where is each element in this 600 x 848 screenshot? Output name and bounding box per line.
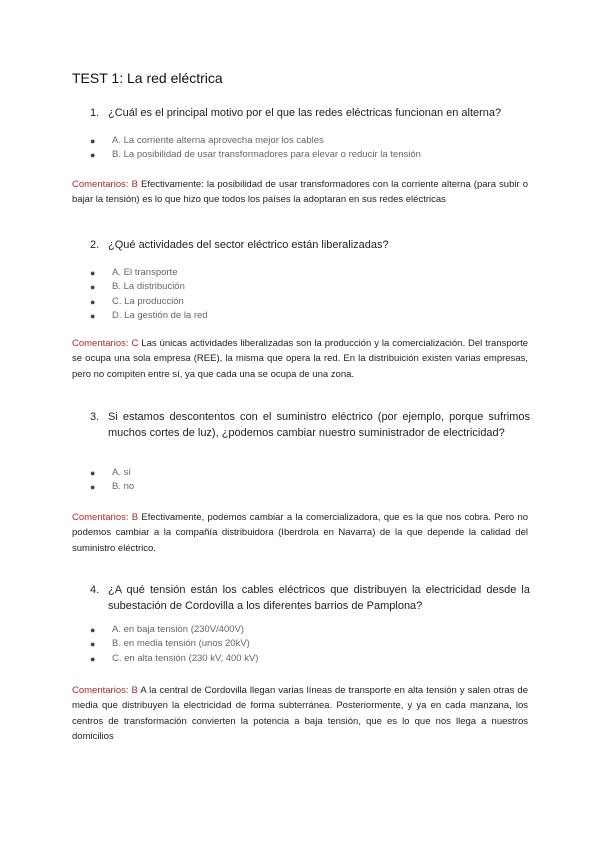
bullet-icon: ● [90, 136, 96, 146]
option-item [90, 652, 530, 666]
question-number: 3. [90, 411, 100, 423]
option-text: B. en media tensión (unos 20kV) [112, 638, 250, 650]
option-item [90, 466, 530, 480]
comment-text: Las únicas actividades liberalizadas son la producción y la comercialización. Del transporte se ocupa una sola empresa (REE), la misma que opera la red. En la distribuición existen varias empresas, pero no compiten entre sí, ya que cada una se ocupa de una zona. [72, 338, 529, 380]
option-text: A. La corriente alterna aprovecha mejor los cables [112, 135, 324, 146]
question-3 [90, 409, 530, 441]
comment-label: Comentarios: B [72, 512, 139, 523]
comment-text: Efectivamente: la posibilidad de usar transformadores con la corriente alterna (para subir o bajar la tensión) es lo que hizo que todos los países la adoptaran en sus redes eléctricas [72, 179, 529, 206]
option-item [90, 623, 530, 637]
question-2-options [90, 266, 530, 323]
question-text: Si estamos descontentos con el suministro eléctrico (por ejemplo, porque sufrimos muchos cortes de luz), ¿podemos cambiar nuestro suministrador de electricidad? [108, 411, 530, 439]
option-item [90, 280, 530, 294]
option-item [90, 148, 530, 162]
bullet-icon: ● [90, 150, 96, 161]
question-number: 1. [90, 107, 100, 119]
question-4 [90, 582, 530, 614]
option-item [90, 134, 530, 148]
question-1 [90, 105, 530, 121]
bullet-icon: ● [90, 482, 96, 493]
bullet-icon: ● [90, 296, 96, 307]
comment-2 [72, 336, 528, 382]
option-text: B. no [112, 481, 135, 493]
bullet-icon: ● [90, 282, 96, 293]
comment-label: Comentarios: C [72, 338, 139, 349]
comment-1 [72, 177, 528, 208]
question-number: 4. [90, 584, 100, 596]
option-item [90, 295, 530, 309]
option-item [90, 309, 530, 323]
bullet-icon: ● [90, 310, 96, 321]
option-item [90, 480, 530, 494]
option-text: A. en baja tensión (230V/400V) [112, 624, 245, 635]
question-text: ¿Cuál es el principal motivo por el que las redes eléctricas funcionan en alterna? [108, 107, 502, 119]
question-text: ¿Qué actividades del sector eléctrico están liberalizadas? [108, 239, 389, 251]
bullet-icon: ● [90, 625, 96, 635]
option-text: A. sí [112, 467, 132, 478]
bullet-icon: ● [90, 268, 96, 278]
comment-label: Comentarios: B [72, 685, 138, 696]
option-text: B. La distribución [112, 281, 185, 293]
option-item [90, 266, 530, 280]
comment-3 [72, 510, 528, 556]
comment-text: A la central de Cordovilla llegan varias líneas de transporte en alta tensión y salen otras de media que distribuyen la electricidad de forma subterránea. Posteriormente, y ya en cada manzana, los centros de transformación convierten la potencia a baja tensión, que es lo que nos llega a nuestros domicilios [72, 685, 529, 742]
option-text: B. La posibilidad de usar transformadores para elevar o reducir la tensión [112, 149, 421, 161]
comment-label: Comentarios: B [72, 179, 138, 190]
bullet-icon: ● [90, 639, 96, 650]
option-text: D. La gestión de la red [112, 309, 208, 321]
option-text: C. La producción [112, 295, 184, 307]
comment-text: Efectivamente, podemos cambiar a la comercializadora, que es la que nos cobra. Pero no podemos cambiar a la compañía distribuidora (Iberdrola en Navarra) de la que depende la calidad del suministro eléctrico. [72, 512, 529, 554]
question-3-options [90, 466, 530, 495]
option-text: A. El transporte [112, 267, 178, 278]
page-title: TEST 1: La red eléctrica [72, 70, 223, 86]
option-item [90, 637, 530, 651]
question-2 [90, 237, 530, 253]
comment-4 [72, 683, 528, 744]
question-number: 2. [90, 239, 100, 251]
question-1-options [90, 134, 530, 163]
question-text: ¿A qué tensión están los cables eléctricos que distribuyen la electricidad desde la subestación de Cordovilla a los diferentes barrios de Pamplona? [108, 584, 530, 612]
bullet-icon: ● [90, 653, 96, 664]
bullet-icon: ● [90, 468, 96, 478]
option-text: C. en alta tensión (230 kV, 400 kV) [112, 652, 259, 664]
question-4-options [90, 623, 530, 666]
